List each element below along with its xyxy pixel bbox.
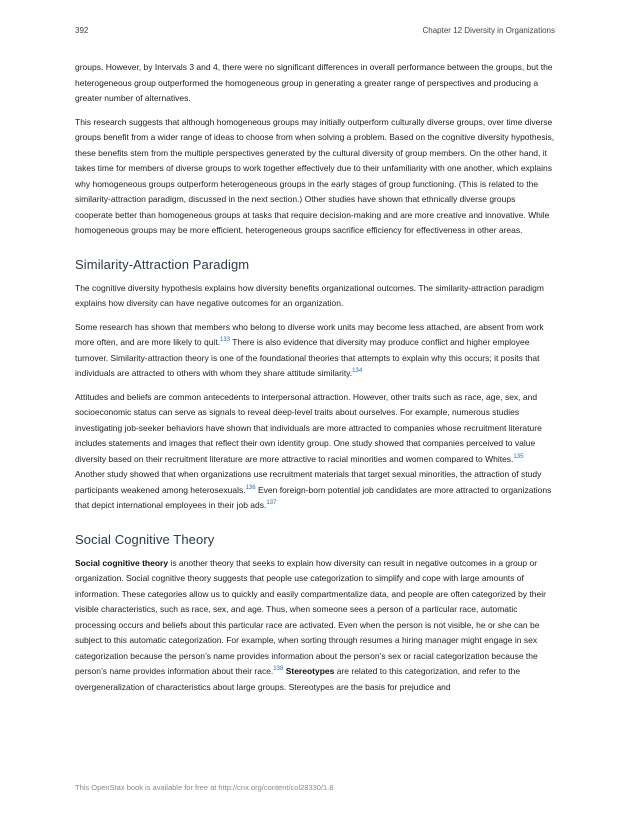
chapter-title: Chapter 12 Diversity in Organizations	[422, 26, 555, 35]
text-segment: Attitudes and beliefs are common antecedents to interpersonal attraction. However, other traits such as race, age, sex, and socioeconomic status can serve as signals to reveal deep-level traits about ourselves. For example, numerous studies investigating job-seeker behaviors have shown that individuals are more attracted to companies whose recruitment literature includes statements and images that reflect their own identity group. One study showed that companies perceived to value diversity based on their recruitment literature are more attractive to racial minorities and women compared to Whites.	[75, 391, 542, 464]
text-segment: Even foreign-born potential job candidates are more attracted to organizations that depict international employees in their job ads.	[75, 484, 552, 510]
section-heading-social-cognitive-theory: Social Cognitive Theory	[75, 531, 215, 547]
footnote-ref-134[interactable]: 134	[352, 368, 363, 374]
paragraph-continued: groups. However, by Intervals 3 and 4, there were no significant differences in overall performance between the groups, but the heterogeneous group outperformed the homogeneous group in generating a greater range of perspectives and producing a greater number of alternatives.	[75, 62, 553, 103]
paragraph-cognitive-diversity: The cognitive diversity hypothesis explains how diversity benefits organizational outcomes. The similarity-attraction paradigm explains how diversity can have negative outcomes for an organization.	[75, 282, 544, 308]
text-segment: is another theory that seeks to explain how diversity can result in negative outcomes in a group or organization. Social cognitive theory suggests that people use categorization to simplify and cope with large amounts of information. These categories allow us to quickly and easily compartmentalize data, and people are often categorized by their visible characteristics, such as race, sex, and age. Thus, when someone sees a person of a particular race, automatic processing occurs and beliefs about this particular race are activated. Even when the person is not visible, he or she can be subject to this automatic categorization. For example, when sorting through resumes a hiring manager might engage in sex categorization because the person’s name provides information about the person’s sex or racial categorization because the person’s name provides information about their race.	[75, 557, 546, 676]
text-segment: Some research has shown that members who belong to diverse work units may become less attached, are absent from work more often, and are more likely to quit.	[75, 321, 544, 347]
paragraph-research: This research suggests that although homogeneous groups may initially outperform culturally diverse groups, over time diverse groups benefit from a wider range of ideas to choose from when solving a problem. Based on the cognitive diversity hypothesis, these benefits stem from the multiple perspectives generated by the cultural diversity of group members. On the other hand, it takes time for members of diverse groups to work together effectively due to their unfamiliarity with one another, which explains why homogeneous groups outperform heterogeneous groups in the early stages of group functioning. (This is related to the similarity-attraction paradigm, discussed in the next section.) Other studies have shown that ethnically diverse groups cooperate better than homogeneous groups at tasks that require decision-making and are more creative and innovative. While homogeneous groups may be more efficient, heterogeneous groups sacrifice efficiency for effectiveness in other areas.	[75, 116, 555, 235]
text-segment: are related to this categorization, and refer to the overgeneralization of characteristics about large groups. Stereotypes are the basis for prejudice and	[75, 666, 521, 692]
footnote-ref-138[interactable]: 138	[273, 666, 284, 672]
paragraph-social-cognitive	[75, 556, 555, 696]
section-heading-similarity-attraction: Similarity-Attraction Paradigm	[75, 256, 250, 272]
text-segment: Another study showed that when organizations use recruitment materials that target sexual minorities, the attraction of study participants weakened among heterosexuals.	[75, 469, 542, 495]
page-number: 392	[75, 26, 89, 35]
key-term-social-cognitive-theory: Social cognitive theory	[75, 557, 169, 568]
footnote-ref-133[interactable]: 133	[220, 337, 231, 343]
footnote-ref-137[interactable]: 137	[266, 500, 277, 506]
page-body	[75, 60, 555, 703]
footnote-ref-136[interactable]: 136	[245, 484, 256, 491]
paragraph-attitudes-beliefs	[75, 390, 555, 514]
page-header	[75, 26, 555, 38]
page-footer: This OpenStax book is available for free at http://cnx.org/content/col28330/1.8	[75, 783, 334, 792]
paragraph-diverse-work-units	[75, 320, 555, 382]
text-segment: There is also evidence that diversity may produce conflict and higher employee turnover. Similarity-attraction theory is one of the foundational theories that attempts to explain why this occurs; it posits that individuals are attracted to others with whom they share attitude similarity.	[75, 337, 540, 378]
footnote-ref-135[interactable]: 135	[513, 453, 524, 460]
key-term-stereotypes: Stereotypes	[285, 666, 335, 676]
